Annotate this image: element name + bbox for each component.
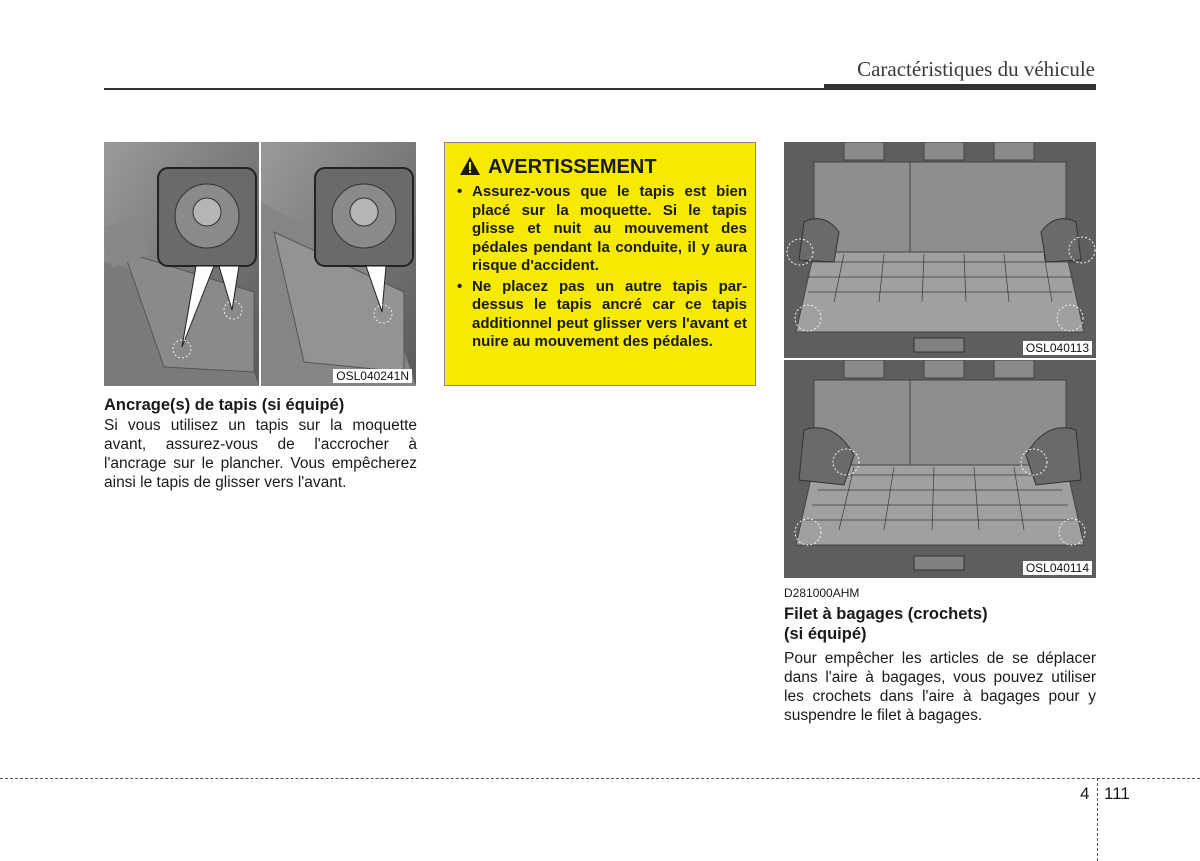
section-code: D281000AHM [784, 586, 860, 600]
figure-code-label: OSL040114 [1023, 561, 1092, 575]
header-title: Caractéristiques du véhicule [857, 57, 1095, 81]
cargo-area-illustration [784, 360, 1096, 578]
warning-item: • Assurez-vous que le tapis est bien placé sur la moquette. Si le tapis glisse et nuit au mouvement des pédales pendant la conduite, il y aura risque d'accident. [457, 183, 747, 274]
luggage-net-body: Pour empêcher les articles de se déplacer dans l'aire à bagages, vous pouvez utiliser les crochets dans l'aire à bagages pour y suspendre le filet à bagages. [784, 650, 1096, 724]
warning-triangle-icon [459, 156, 481, 176]
floor-mat-illustration [104, 142, 416, 386]
header-rule-accent [824, 84, 1096, 90]
luggage-net-figure-bottom [784, 360, 1096, 578]
warning-title-text: AVERTISSEMENT [488, 156, 657, 178]
warning-title [459, 156, 657, 179]
luggage-net-title-line1: Filet à bagages (crochets) [784, 605, 988, 623]
chapter-number: 4 [1080, 784, 1090, 803]
footer-vertical-divider [1097, 778, 1098, 861]
warning-list [455, 183, 747, 354]
warning-box [444, 142, 756, 386]
figure-code-label: OSL040113 [1023, 341, 1092, 355]
floor-mat-anchor-body: Si vous utilisez un tapis sur la moquette avant, assurez-vous de l'accrocher à l'ancrage sur le plancher. Vous empêcherez ainsi le tapis de glisser vers l'avant. [104, 417, 417, 491]
luggage-net-title-line2: (si équipé) [784, 625, 867, 643]
floor-mat-anchor-figure [104, 142, 416, 386]
figure-code-label: OSL040241N [333, 369, 412, 383]
luggage-net-figure-top [784, 142, 1096, 358]
page-number: 111 [1104, 784, 1130, 803]
floor-mat-anchor-title: Ancrage(s) de tapis (si équipé) [104, 396, 345, 414]
footer-divider [0, 778, 1200, 779]
warning-item: • Ne placez pas un autre tapis par-dessus le tapis ancré car ce tapis additionnel peut glisser vers l'avant et nuire au mouvement des pédales. [457, 277, 747, 350]
cargo-area-illustration [784, 142, 1096, 358]
